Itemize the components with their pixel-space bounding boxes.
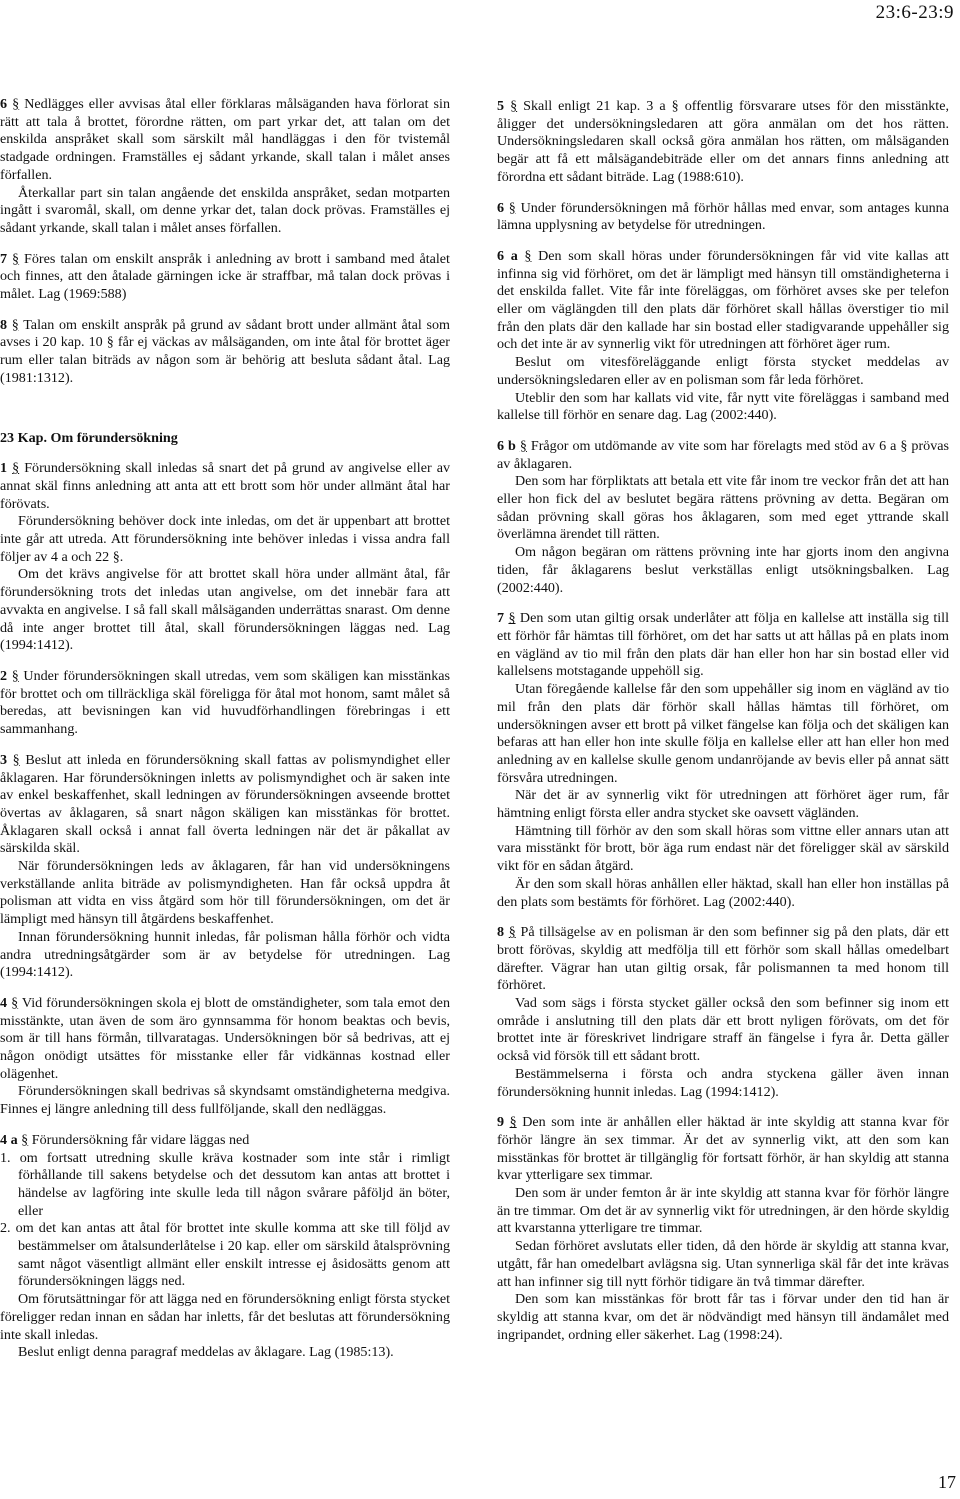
section-number: 6 bbox=[497, 199, 505, 216]
paragraph bbox=[0, 1344, 450, 1362]
section-sign: § bbox=[21, 1131, 29, 1148]
paragraph bbox=[497, 995, 949, 1066]
page-reference: 23:6-23:9 bbox=[875, 2, 954, 23]
paragraph bbox=[497, 823, 949, 876]
paragraph-text: Om förutsättningar för att lägga ned en förundersökning enligt första stycket föreligger redan innan en sådan har inletts, får det beslutas att förundersökning inte skall inledas. bbox=[0, 1291, 450, 1343]
section-paragraph bbox=[497, 924, 949, 995]
section-paragraph bbox=[0, 1132, 450, 1150]
paragraph-text: Innan förundersökning hunnit inledas, får polisman hålla förhör och vidta andra utredningsåtgärder som är av betydelse för utredningen. Lag (1994:1412). bbox=[0, 928, 450, 981]
section-sign: § bbox=[11, 667, 19, 684]
paragraph bbox=[497, 787, 949, 822]
paragraph-text: Frågor om utdömande av vite som har förelagts med stöd av 6 a § prövas av åklagaren. bbox=[497, 437, 949, 472]
paragraph-text: Sedan förhöret avslutats eller tiden, då den hörde är skyldig att stanna kvar, utgått, får han omedelbart avlägsna sig. Utan synnerliga skäl får det inte krävas att han infinner sig till nytt förhör tidigare än två timmar därefter. bbox=[497, 1238, 949, 1290]
paragraph bbox=[0, 566, 450, 655]
paragraph bbox=[497, 1238, 949, 1291]
paragraph-text: Den som har förpliktats att betala ett vite får inom tre veckor från det att han eller hon fick del av beslutet begära rättens prövning av detta. Begäran om sådan prövning skall göras hos åklagaren, som med eget yttrande skall överlämna ärendet till rätten. bbox=[497, 473, 949, 543]
paragraph-text: Den som utan giltig orsak underlåter att följa en kallelse att inställa sig till ett förhör får hämtas till förhöret, om det har satts ut att hållas på en plats inom en vägländ av tio mil från den plats där han eller hon har sin bostad eller vid kallelsens motstagande uppehöll sig. bbox=[497, 610, 949, 680]
section-paragraph bbox=[0, 96, 450, 185]
paragraph-text: Den som inte är anhållen eller häktad är inte skyldig att stanna kvar för förhör längre än sex timmar. Är det av synnerlig vikt, att den som kan misstänkas för brottet är tillgänglig för fortsatt förhör, är han skyldig att stanna kvar ytterligare sex timmar. bbox=[497, 1114, 949, 1184]
section-number: 6 b bbox=[497, 437, 516, 454]
paragraph-text: Utan föregående kallelse får den som uppehåller sig inom en vägländ av tio mil från den plats där förhör skall hållas hämtas till förhöret, om undersökningen avser ett brott på vilket fängelse kan följa och det skäligen kan befaras att han eller hon inte skulle följa en kallelse eller att han eller hon med anledning av en kallelse skulle genom undanröjande av bevis eller på annat sätt försvåra utredningen. bbox=[497, 681, 949, 786]
paragraph-text: Bestämmelserna i första och andra styckena gäller även innan förundersökning hunnit inledas. Lag (1994:1412). bbox=[497, 1065, 949, 1100]
paragraph bbox=[0, 1291, 450, 1344]
right-column bbox=[497, 98, 949, 1344]
chapter-title: Om förundersökning bbox=[50, 429, 178, 446]
section-paragraph bbox=[497, 610, 949, 681]
paragraph-text: Den som skall höras under förundersökningen får vid vite kallas att infinna sig vid förhöret, om det är lämpligt med hänsyn till omständigheterna i det enskilda fallet. Vite får inte föreläggas, om förhöret avses ske per telefon eller om väglängden till den plats där förhöret skall hållas överstiger tio mil från den plats där den kallade har sin bostad eller stadigvarande uppehåller sig och det inte är av synnerlig vikt för utredningen att förhöret äger rum. bbox=[497, 247, 949, 353]
section-number: 3 bbox=[0, 751, 8, 768]
section-paragraph bbox=[0, 752, 450, 858]
paragraph-text: 1. om fortsatt utredning skulle kräva kostnader som inte står i rimligt förhållande till sakens betydelse och det dessutom kan antas att brottet i händelse av lagföring inte skulle leda till någon svårare påföljd än böter, eller bbox=[0, 1149, 450, 1219]
paragraph bbox=[0, 513, 450, 566]
section-number: 6 bbox=[0, 96, 8, 112]
paragraph-text: Vad som sägs i första stycket gäller också den som befinner sig inom ett område i anslutning till den plats där ett brott nyligen förövats, om det för brottet inte är föreskrivet lindrigare straff än fängelse i fyra år. Detta gäller också vid försök till ett sådant brott. bbox=[497, 995, 949, 1065]
paragraph-text: 2. om det kan antas att åtal för brottet inte skulle komma att ske till följd av bestämmelser om åtalsunderlåtelse i 20 kap. eller om särskild åtalsprövning samt något väsentligt allmänt eller enskilt intresse ej åsidosätts genom att förundersökningen läggs ned. bbox=[0, 1220, 450, 1290]
paragraph-text: När förundersökningen leds av åklagaren, får han vid undersökningens verkställande anlita biträde av polismyndigheten. Han får också uppdra åt polisman att vidta en viss åtgärd som hör till förundersökningen, om det är lämpligt med hänsyn till åtgärdens beskaffenhet. bbox=[0, 858, 450, 928]
chapter-number: 23 Kap. bbox=[0, 429, 47, 446]
paragraph-text: Talan om enskilt anspråk på grund av sådant brott under allmänt åtal som avses i 20 kap. 10 § får ej väckas av målsäganden, om inte åtal för brottet äger rum eller talan biträds av någon som är behörig att besluta sådant åtal. Lag (1981:1312). bbox=[0, 316, 450, 386]
paragraph-text: Uteblir den som har kallats vid vite, får nytt vite föreläggas i samband med kallelse till förhör en senare dag. Lag (2002:440). bbox=[497, 389, 949, 424]
paragraph-text: Om någon begäran om rättens prövning inte har gjorts inom den angivna tiden, får åklagarens beslut verkställas enligt utsökningsbalken. Lag (2002:440). bbox=[497, 544, 949, 596]
section-sign: § bbox=[510, 98, 518, 114]
section-paragraph bbox=[497, 248, 949, 354]
paragraph-text: På tillsägelse av en polisman är den som befinner sig på den plats, där ett brott förövas, skyldig att medfölja till ett förhör som skall hållas omedelbart därefter. Vägrar han utan giltig orsak, får polismannen ta med honom till förhöret. bbox=[497, 924, 949, 994]
page-number: 17 bbox=[938, 1472, 956, 1492]
section-paragraph bbox=[497, 200, 949, 235]
paragraph bbox=[0, 1083, 450, 1118]
paragraph-text: Under förundersökningen skall utredas, vem som skäligen kan misstänkas för brottet och om tillräckliga skäl föreligga för åtal mot honom, samt målet så beredas, att bevisningen kan vid huvudförhandlingen förebringas i ett sammanhang. bbox=[0, 667, 451, 738]
section-sign: § bbox=[12, 751, 20, 768]
section-sign: § bbox=[519, 437, 527, 454]
section-number: 7 bbox=[0, 250, 8, 267]
section-sign: § bbox=[11, 994, 19, 1011]
paragraph bbox=[497, 876, 949, 911]
paragraph-text: Nedlägges eller avvisas åtal eller förklaras målsäganden hava förlorat sin rätt att tala å brottet, förordne rätten, om part yrkar det, att talan om det enskilda anspråket skall som särskilt mål handläggas i den för tvistemål stadgade ordningen. Framställes ej sådant yrkande, skall talan i målet anses förfallen. bbox=[0, 96, 451, 183]
section-sign: § bbox=[12, 250, 20, 267]
section-sign: § bbox=[508, 199, 516, 216]
paragraph-text: Beslut att inleda en förundersökning skall fattas av polismyndighet eller åklagaren. Har förundersökningen inletts av polismyndighet och är saken inte av enkel beskaffenhet, skall ledningen av förundersökningen avseende brottet övertas av åklagaren, så snart någon skäligen kan misstänkas för brottet. Åklagaren skall också i annat fall överta ledningen när det är påkallat av särskilda skäl. bbox=[0, 751, 451, 857]
paragraph-text: Under förundersökningen må förhör hållas med envar, som antages kunna lämna upplysning av betydelse för utredningen. bbox=[497, 199, 949, 234]
section-number: 9 bbox=[497, 1114, 505, 1131]
paragraph bbox=[497, 1185, 949, 1238]
paragraph-text: Beslut enligt denna paragraf meddelas av åklagare. Lag (1985:13). bbox=[18, 1344, 394, 1361]
section-sign: § bbox=[509, 1114, 517, 1131]
paragraph bbox=[497, 1066, 949, 1101]
paragraph-text: Den som är under femton år är inte skyldig att stanna kvar för förhör längre än tre timmar. Om det är av synnerlig vikt för utredningen, är den hörde skyldig att kvarstanna ytterligare tre timmar. bbox=[497, 1185, 949, 1237]
paragraph-text: Beslut om vitesföreläggande enligt första stycket meddelas av undersökningsledaren eller av en polisman som får leda förhöret. bbox=[497, 354, 949, 388]
section-number: 4 bbox=[0, 994, 8, 1011]
paragraph-text: Är den som skall höras anhållen eller häktad, skall han eller hon inställas på den plats som bestämts för förhöret. Lag (2002:440). bbox=[497, 875, 949, 910]
section-paragraph bbox=[0, 317, 450, 388]
section-paragraph bbox=[0, 460, 450, 513]
section-sign: § bbox=[508, 610, 516, 627]
paragraph-text: Om det krävs angivelse för att brottet skall höra under allmänt åtal, får förundersökning trots det inledas utan angivelse, om det innebär fara att avvakta en angivelse. I så fall skall målsäganden underrättas snarast. Om denne då inte anger brottet till åtal, skall förundersökningen läggas ned. Lag (1994:1412). bbox=[0, 566, 450, 654]
section-paragraph bbox=[0, 251, 450, 304]
paragraph bbox=[497, 354, 949, 389]
paragraph-text: Förundersökning får vidare läggas ned bbox=[31, 1131, 250, 1148]
paragraph bbox=[0, 1220, 450, 1291]
section-paragraph bbox=[497, 98, 949, 187]
section-paragraph bbox=[0, 668, 450, 739]
paragraph bbox=[497, 473, 949, 544]
section-number: 4 a bbox=[0, 1131, 18, 1148]
paragraph-text: Skall enligt 21 kap. 3 a § offentlig försvarare utses för den misstänkte, åligger det undersökningsledaren att göra anmälan om det hos rätten. Undersökningsledaren skall också göra anmälan hos rätten, om målsäganden begär att få ett målsägandebiträde eller om det annars finns anledning att förordna ett sådant biträde. Lag (1988:610). bbox=[497, 98, 949, 185]
section-sign: § bbox=[12, 460, 20, 477]
paragraph-text: Förundersökning skall inledas så snart det på grund av angivelse eller av annat skäl finns anledning att anta att ett brott som hör under allmänt åtal har förövats. bbox=[0, 460, 450, 512]
chapter-heading bbox=[0, 430, 450, 448]
section-number: 2 bbox=[0, 667, 8, 684]
paragraph-text: Vid förundersökningen skola ej blott de omständigheter, som tala emot den misstänkte, utan även de som äro gynnsamma för honom beaktas och bevis, som är till hans förmån, tillvaratagas. Undersökningen bör så bedrivas, att ej någon onödigt utsättes för misstanke eller får vidkännas kostnad eller olägenhet. bbox=[0, 994, 450, 1082]
section-number: 6 a bbox=[497, 247, 518, 264]
paragraph-text: Förundersökning behöver dock inte inledas, om det är uppenbart att brottet inte går att utreda. Att förundersökning inte behöver inledas i vissa andra fall följer av 4 a och 22 §. bbox=[0, 513, 450, 565]
paragraph-text: Föres talan om enskilt anspråk i anledning av brott i samband med åtalet och finnes, att den åtalade gärningen icke är straffbar, må talan dock prövas i målet. Lag (1969:588) bbox=[0, 250, 450, 303]
paragraph-text: Förundersökningen skall bedrivas så skyndsamt omständigheterna medgiva. Finnes ej längre anledning till dess fullföljande, skall den nedläggas. bbox=[0, 1083, 450, 1118]
paragraph bbox=[0, 929, 450, 982]
section-paragraph bbox=[0, 995, 450, 1084]
section-paragraph bbox=[497, 1114, 949, 1185]
paragraph-text: Hämtning till förhör av den som skall höras som vittne eller annars utan att vara misstänkt för brott, bör äga rum endast när det föreligger skäl av särskild vikt för en sådan åtgärd. bbox=[497, 822, 949, 875]
paragraph bbox=[497, 681, 949, 787]
paragraph bbox=[0, 1150, 450, 1221]
paragraph bbox=[497, 1291, 949, 1344]
section-number: 8 bbox=[0, 316, 8, 333]
paragraph-text: När det är av synnerlig vikt för utredningen att förhöret äger rum, får hämtning enligt första eller andra stycket ske oavsett vägländen. bbox=[497, 787, 949, 822]
section-sign: § bbox=[11, 316, 19, 333]
section-number: 7 bbox=[497, 610, 505, 627]
section-number: 8 bbox=[497, 924, 505, 941]
paragraph bbox=[0, 858, 450, 929]
paragraph bbox=[0, 185, 450, 238]
section-paragraph bbox=[497, 438, 949, 473]
paragraph-text: Den som kan misstänkas för brott får tas i förvar under den tid han är skyldig att stanna kvar, om det är nödvändigt med hänsyn till ändamålet med ingripandet, ordning eller säkerhet. Lag (1998:24). bbox=[497, 1291, 949, 1343]
left-column bbox=[0, 96, 450, 1362]
paragraph-text: Återkallar part sin talan angående det enskilda anspråket, sedan motparten ingått i svaromål, skall, om denne yrkar det, talan dock prövas. Framställes ej sådant yrkande, skall talan i målet anses förfallen. bbox=[0, 184, 450, 236]
section-sign: § bbox=[524, 247, 532, 264]
paragraph bbox=[497, 390, 949, 425]
section-sign: § bbox=[12, 96, 20, 112]
section-number: 1 bbox=[0, 460, 8, 477]
paragraph bbox=[497, 544, 949, 597]
section-sign: § bbox=[508, 924, 516, 941]
section-number: 5 bbox=[497, 98, 505, 114]
